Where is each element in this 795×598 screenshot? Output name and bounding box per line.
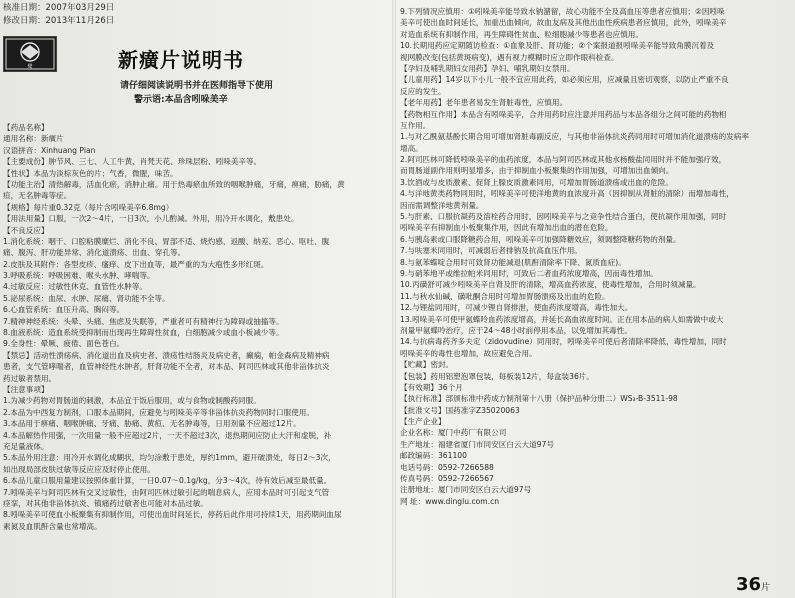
right-line: 8.与氨苯蝶啶合用时可致肾功能减退(肌酐清除率下降、氮质血症)。	[400, 257, 626, 267]
right-line: 5.与肝素、口服抗凝药及溶栓药合用时，因吲哚美辛与之竞争性结合蛋白，使抗凝作用加强，同时	[400, 212, 727, 222]
approval-date: 核准日期：2007年03月29日	[3, 3, 115, 13]
left-line: 【药品名称】	[3, 123, 49, 132]
company-logo	[3, 36, 57, 72]
left-line: 3.本品用于痹痛、咽喉肿痛、牙痛、胁痛、黄疸、无名肿毒等，日用剂量不应超过12片。	[3, 419, 301, 429]
left-line: 6.本品儿童口服用量建议按照体重计算，一日0.07～0.1g/kg，分3～4次，待有效后减至最低量。	[3, 476, 332, 486]
left-line: 1.为减少药物对胃肠道的刺激，本品宜于饭后服用，或与食物或制酸药同服。	[3, 396, 261, 406]
left-line: 5.本品外用注意：用冷开水调化成糊状，均匀涂敷于患处，厚约1mm，避开破溃处，每日2～3次，	[3, 453, 336, 463]
left-line: 充足量液体。	[3, 441, 49, 451]
right-line: 9.与硝苯地平或维拉帕米同用时，可致后二者血药浓度增高，因而毒性增加。	[400, 268, 658, 278]
left-line: 4.过敏反应：过敏性休克、血管性水肿等。	[3, 282, 147, 292]
left-column	[0, 0, 392, 598]
right-line: 【老年用药】老年患者易发生肾脏毒性，应慎用。	[400, 98, 568, 108]
left-line: 【规格】每片重0.32克（每片含吲哚美辛6.8mg）	[3, 202, 174, 212]
right-line: 增高。	[400, 143, 423, 153]
left-line: 如出现局部皮肤过敏等反应应及时停止使用。	[3, 464, 155, 474]
left-line: 9.全身性：晕厥、疲倦、面色苍白。	[3, 339, 125, 349]
document-title: 新癀片说明书	[118, 48, 244, 72]
pack-count	[736, 574, 770, 595]
right-line: 【包装】药用铝塑泡罩包装，每板装12片，每盒装36片。	[400, 371, 594, 381]
left-line: 6.心血管系统：血压升高、胸闷等。	[3, 305, 125, 315]
right-column	[398, 0, 790, 598]
left-line: 通用名称：新癀片	[3, 134, 64, 144]
left-line: 疸，无名肿毒等症。	[3, 191, 72, 201]
left-line: 汉语拼音：Xinhuang Pian	[3, 145, 96, 155]
right-line: 10.丙磺舒可减少吲哚美辛自肾及肝的清除，增高血药浓度，使毒性增加，合用时须减量。	[400, 280, 701, 290]
right-line: 电话号码：0592-7266588	[400, 462, 494, 472]
pack-count-unit: 片	[761, 583, 771, 593]
left-line: 2.皮肤及其附件：各型皮疹、瘙痒、皮下出血等，最严重的为大疱性多形红斑。	[3, 259, 269, 269]
left-line: 药过敏者禁用。	[3, 373, 57, 383]
left-line: 3.呼吸系统：呼吸困难、喉头水肿、哮喘等。	[3, 271, 155, 281]
right-line: 2.阿司匹林可降低吲哚美辛的血药浓度，本品与阿司匹林或其他水杨酸盐同用时并不能加强疗效，	[400, 155, 727, 165]
right-line: 6.与胰岛素或口服降糖药合用，吲哚美辛可加强降糖效应，须调整降糖药物的剂量。	[400, 234, 681, 244]
right-line: 13.吲哚美辛可使甲氨蝶呤血药浓度增高，并延长高血浓度时间。正在用本品的病人如需做中或大	[400, 314, 724, 324]
left-line: 4.本品解热作用强，一次用量一般不应超过2片，一天不超过3次，退热期间应防止大汗和虚脱，补	[3, 430, 332, 440]
right-line: 注册地址：厦门市同安区白云大道97号	[400, 485, 532, 495]
right-line: 吲哚美辛有抑制血小板聚集作用，因此有增加出血的潜在危险。	[400, 223, 613, 233]
left-line: 【功能主治】清热解毒，活血化瘀，消肿止痛。用于热毒瘀血所致的咽喉肿痛，牙痛，痹痛，胁痛，黄	[3, 179, 345, 189]
left-line: 【注意事项】	[3, 384, 49, 394]
logo-mark: 鹭	[27, 64, 33, 70]
left-line: 【不良反应】	[3, 225, 49, 235]
left-line: 7.精神神经系统：头晕、头痛、焦虑及失眠等，严重者可有精神行为障碍或抽搐等。	[3, 316, 284, 326]
right-line: 因而需调整洋地黄剂量。	[400, 200, 484, 210]
logo-icon	[4, 37, 56, 71]
right-line: 12.与锂盐同用时，可减少锂自肾排泄，使血药浓度增高，毒性加大。	[400, 303, 633, 313]
left-line: 8.血液系统：造血系统受抑制而出现再生障碍性贫血，白细胞减少或血小板减少等。	[3, 328, 284, 338]
right-line: 邮政编码：361100	[400, 451, 467, 461]
right-line: 9.下列情况应慎用：①吲哚美辛能导致水钠潴留，故心功能不全及高血压等患者应慎用；②因吲哚	[400, 7, 725, 16]
right-line: 传真号码：0592-7266567	[400, 474, 494, 484]
left-line: 【用法用量】口服，一次2～4片，一日3次，小儿酌减。外用，用冷开水调化，敷患处。	[3, 214, 299, 224]
left-line: 2.本品为中西复方制剂，口服本品期间，应避免与吲哚美辛等非甾体抗炎药物同时口服使用。	[3, 407, 314, 417]
right-line: 3.饮酒或与皮质激素、促肾上腺皮质激素同用，可增加胃肠道溃疡或出血的危险。	[400, 177, 674, 187]
right-line: 剂量甲氨蝶呤治疗，应于24～48小时前停用本品，以免增加其毒性。	[400, 325, 632, 335]
right-line: 【孕妇及哺乳期妇女用药】孕妇、哺乳期妇女禁用。	[400, 63, 575, 73]
left-line: 【主要成份】肿节风、三七、人工牛黄、肖梵天花、珍珠层粉、吲哚美辛等。	[3, 157, 262, 167]
right-line: 互作用。	[400, 120, 431, 130]
right-line: 美辛可使出血时间延长，加重出血倾向，故血友病及其他出血性疾病患者应慎用，此外，吲哚美辛	[400, 18, 727, 28]
right-text-lines	[400, 6, 786, 507]
right-line: 【生产企业】	[400, 417, 446, 427]
pack-count-number: 36	[736, 574, 762, 595]
right-line: 生产地址：福建省厦门市同安区白云大道97号	[400, 439, 554, 449]
left-line: 7.吲哚美辛与阿司匹林有交叉过敏性，由阿司匹林过敏引起的喘息病人，应用本品时可引起支气管	[3, 487, 330, 497]
left-line: 痉挛，对其他非甾体抗炎、镇痛药过敏者也可能对本品过敏。	[3, 498, 209, 508]
right-line: 吲哚美辛的毒性也增加，故应避免合用。	[400, 348, 537, 358]
right-line: 网 址：www.dinglu.com.cn	[400, 496, 500, 506]
right-line: 7.与呋塞米同用时，可减弱后者排钠及抗高血压作用。	[400, 246, 582, 256]
left-line: 8.吲哚美辛可使血小板聚集有抑制作用，可使出血时间延长，停药后此作用可持续1天，用药期间血尿	[3, 510, 342, 520]
right-line: 【儿童用药】14岁以下小儿一般不宜应用此药，如必须应用，应减量且密切观察，以防止严重不良	[400, 75, 729, 85]
warning-notice: 警示语:本品含吲哚美辛	[134, 95, 228, 105]
left-line: 【性状】本品为淡棕灰色的片；气香，微腥，味苦。	[3, 168, 178, 178]
right-line: 【执行标准】部颁标准中药成方制剂第十八册（保护品种分册二）WS₃-B-3511-98	[400, 394, 678, 404]
right-line: 视网膜改变(包括黄斑病变)，遇有视力模糊时应立即作眼科检查。	[400, 52, 619, 62]
right-line: 【药物相互作用】本品含有吲哚美辛，合并用药时应注意并用药品与本品各组分之间可能的药物相	[400, 109, 727, 119]
right-line: 企业名称：厦门中药厂有限公司	[400, 428, 507, 438]
right-line: 对造血系统有抑制作用，再生障碍性贫血、粒细胞减少等患者也应慎用。	[400, 29, 643, 39]
right-line: 【贮藏】密封。	[400, 360, 454, 370]
right-line: 【有效期】36个月	[400, 382, 463, 392]
left-line: 1.消化系统：咽干、口腔粘膜糜烂、消化不良、胃部不适、烧灼感、返酸、纳差、恶心、呕吐、腹	[3, 236, 330, 246]
revised-date: 修改日期：2013年11月26日	[3, 16, 115, 26]
left-line: 【禁忌】活动性溃疡病、消化道出血及病史者、溃疡性结肠炎及病史者，癫痫，帕金森病及精神病	[3, 350, 330, 360]
page-fold	[392, 0, 396, 598]
left-line: 5.泌尿系统：血尿、水肿、尿痛、肾功能不全等。	[3, 293, 170, 303]
right-line: 4.与洋地黄类药物同用时，吲哚美辛可使洋地黄的血浓度升高（因抑制从肾脏的清除）而增加毒性，	[400, 189, 734, 199]
left-text-lines	[3, 122, 388, 532]
right-line: 10.长期用药应定期随访检查：①血象及肝、肾功能；②个案报道报吲哚美辛能导致角膜沉着及	[400, 41, 715, 51]
left-line: 素氮及血肌酐含量也常增高。	[3, 521, 102, 531]
right-line: 1.与对乙酰氨基酚长期合用可增加肾脏毒副反应，与其他非甾体抗炎药同用时可增加消化道溃疡的发病率	[400, 132, 749, 142]
right-line: 【批准文号】国药准字Z35020063	[400, 405, 520, 415]
usage-notice: 请仔细阅读说明书并在医师指导下使用	[120, 81, 274, 91]
left-line: 患者，支气管哮喘者，血管神经性水肿者，肝肾功能不全者，对本品、阿司匹林或其他非甾体抗炎	[3, 362, 330, 372]
right-line: 反应的发生。	[400, 86, 446, 96]
right-line: 14.与抗病毒药齐多夫定（zidovudine）同用时，吲哚美辛可使后者清除率降低，毒性增加，同时	[400, 337, 727, 347]
dates-block	[3, 2, 114, 28]
left-line: 痛、腹泻、肝功能异常、消化道溃疡、出血、穿孔等。	[3, 248, 186, 258]
right-line: 11.与秋水仙碱、磺吡酮合用时可增加胃肠溃疡及出血的危险。	[400, 291, 610, 301]
right-line: 而胃肠道副作用则明显增多，由于抑制血小板聚集的作用加强，可增加出血倾向。	[400, 166, 674, 176]
